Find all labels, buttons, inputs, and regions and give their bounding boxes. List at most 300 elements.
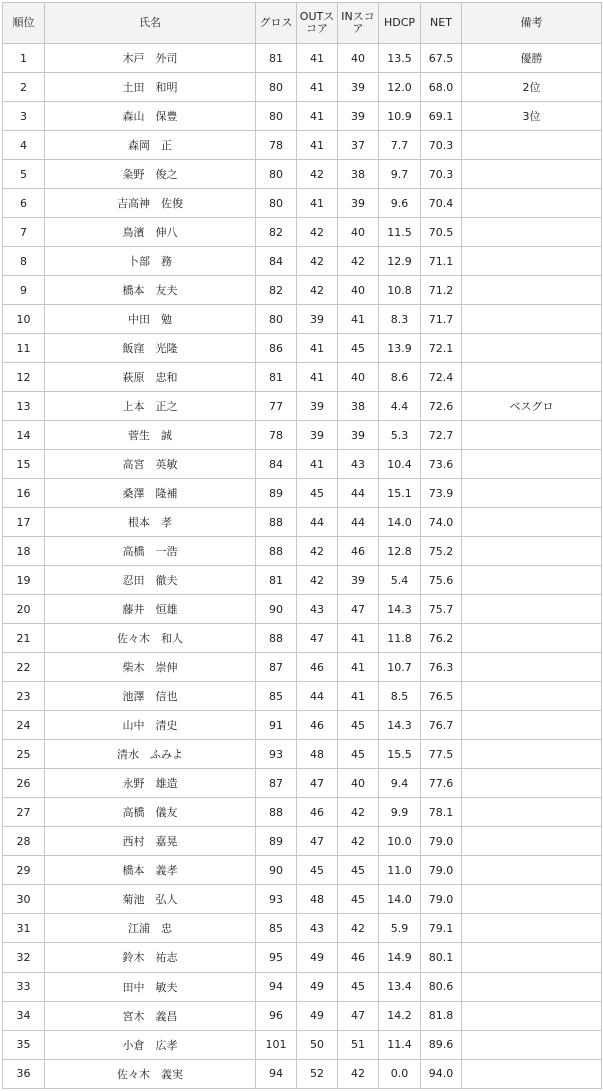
hdcp-cell: 10.4 <box>379 450 421 479</box>
note-cell <box>462 595 602 624</box>
rank-cell: 17 <box>3 508 45 537</box>
hdcp-cell: 14.3 <box>379 595 421 624</box>
name-cell: 宮木 義昌 <box>45 1001 256 1030</box>
hdcp-cell: 5.4 <box>379 566 421 595</box>
rank-cell: 34 <box>3 1001 45 1030</box>
table-row <box>3 189 602 218</box>
name-cell: 飯窪 光隆 <box>45 334 256 363</box>
out-score-cell: 48 <box>297 885 338 914</box>
gross-cell: 95 <box>256 943 297 972</box>
hdcp-cell: 12.8 <box>379 537 421 566</box>
note-cell <box>462 624 602 653</box>
results-body <box>3 44 602 1089</box>
rank-cell: 13 <box>3 392 45 421</box>
out-score-cell: 39 <box>297 421 338 450</box>
note-cell <box>462 160 602 189</box>
net-cell: 71.1 <box>421 247 462 276</box>
gross-cell: 85 <box>256 682 297 711</box>
in-score-cell: 38 <box>338 160 379 189</box>
in-score-cell: 45 <box>338 740 379 769</box>
note-cell <box>462 972 602 1001</box>
name-cell: 吉高神 佐俊 <box>45 189 256 218</box>
table-row <box>3 624 602 653</box>
rank-cell: 35 <box>3 1030 45 1059</box>
out-score-cell: 41 <box>297 189 338 218</box>
hdcp-cell: 9.4 <box>379 769 421 798</box>
rank-cell: 5 <box>3 160 45 189</box>
net-cell: 94.0 <box>421 1059 462 1088</box>
rank-cell: 12 <box>3 363 45 392</box>
hdcp-cell: 9.7 <box>379 160 421 189</box>
gross-cell: 93 <box>256 885 297 914</box>
note-cell <box>462 653 602 682</box>
in-score-cell: 39 <box>338 566 379 595</box>
hdcp-cell: 11.8 <box>379 624 421 653</box>
out-score-cell: 48 <box>297 740 338 769</box>
net-cell: 77.5 <box>421 740 462 769</box>
note-cell: 2位 <box>462 73 602 102</box>
table-row <box>3 972 602 1001</box>
gross-cell: 82 <box>256 276 297 305</box>
note-cell <box>462 537 602 566</box>
table-row <box>3 740 602 769</box>
gross-cell: 82 <box>256 218 297 247</box>
gross-cell: 81 <box>256 44 297 73</box>
in-score-cell: 38 <box>338 392 379 421</box>
out-score-cell: 41 <box>297 102 338 131</box>
name-cell: 桑澤 隆補 <box>45 479 256 508</box>
note-cell <box>462 914 602 943</box>
rank-cell: 25 <box>3 740 45 769</box>
name-cell: 土田 和明 <box>45 73 256 102</box>
in-score-cell: 46 <box>338 537 379 566</box>
hdcp-cell: 14.3 <box>379 711 421 740</box>
in-score-cell: 39 <box>338 73 379 102</box>
out-score-cell: 44 <box>297 682 338 711</box>
table-row <box>3 653 602 682</box>
net-cell: 79.0 <box>421 827 462 856</box>
name-cell: 高橋 儀友 <box>45 798 256 827</box>
note-cell <box>462 421 602 450</box>
note-cell <box>462 305 602 334</box>
in-score-cell: 37 <box>338 131 379 160</box>
note-cell: 3位 <box>462 102 602 131</box>
rank-cell: 29 <box>3 856 45 885</box>
net-cell: 73.9 <box>421 479 462 508</box>
name-cell: 粂野 俊之 <box>45 160 256 189</box>
net-cell: 72.6 <box>421 392 462 421</box>
table-row <box>3 1030 602 1059</box>
note-cell <box>462 711 602 740</box>
table-row <box>3 131 602 160</box>
table-row <box>3 537 602 566</box>
note-cell <box>462 334 602 363</box>
note-cell <box>462 450 602 479</box>
rank-cell: 23 <box>3 682 45 711</box>
rank-cell: 7 <box>3 218 45 247</box>
in-score-cell: 41 <box>338 305 379 334</box>
table-row <box>3 102 602 131</box>
in-score-cell: 45 <box>338 972 379 1001</box>
in-score-cell: 45 <box>338 856 379 885</box>
note-cell <box>462 479 602 508</box>
in-score-cell: 41 <box>338 624 379 653</box>
hdcp-cell: 15.1 <box>379 479 421 508</box>
note-cell <box>462 276 602 305</box>
net-cell: 80.6 <box>421 972 462 1001</box>
name-cell: 清水 ふみよ <box>45 740 256 769</box>
gross-cell: 94 <box>256 972 297 1001</box>
name-cell: 佐々木 和人 <box>45 624 256 653</box>
out-score-cell: 49 <box>297 943 338 972</box>
hdcp-cell: 14.9 <box>379 943 421 972</box>
table-row <box>3 682 602 711</box>
results-table <box>2 2 602 1089</box>
hdcp-cell: 4.4 <box>379 392 421 421</box>
name-cell: 橋本 友夫 <box>45 276 256 305</box>
gross-cell: 88 <box>256 624 297 653</box>
header-rank: 順位 <box>3 3 45 44</box>
name-cell: 藤井 恒雄 <box>45 595 256 624</box>
table-row <box>3 595 602 624</box>
gross-cell: 94 <box>256 1059 297 1088</box>
in-score-cell: 47 <box>338 595 379 624</box>
out-score-cell: 47 <box>297 624 338 653</box>
net-cell: 76.5 <box>421 682 462 711</box>
out-score-cell: 47 <box>297 769 338 798</box>
gross-cell: 80 <box>256 102 297 131</box>
table-row <box>3 247 602 276</box>
rank-cell: 1 <box>3 44 45 73</box>
hdcp-cell: 10.8 <box>379 276 421 305</box>
net-cell: 79.0 <box>421 856 462 885</box>
note-cell <box>462 566 602 595</box>
gross-cell: 89 <box>256 479 297 508</box>
note-cell <box>462 189 602 218</box>
out-score-cell: 39 <box>297 305 338 334</box>
gross-cell: 81 <box>256 363 297 392</box>
name-cell: 佐々木 義実 <box>45 1059 256 1088</box>
in-score-cell: 43 <box>338 450 379 479</box>
net-cell: 81.8 <box>421 1001 462 1030</box>
note-cell <box>462 798 602 827</box>
in-score-cell: 44 <box>338 479 379 508</box>
hdcp-cell: 13.5 <box>379 44 421 73</box>
name-cell: 卜部 務 <box>45 247 256 276</box>
table-row <box>3 276 602 305</box>
note-cell <box>462 740 602 769</box>
rank-cell: 2 <box>3 73 45 102</box>
table-row <box>3 856 602 885</box>
note-cell: ベスグロ <box>462 392 602 421</box>
name-cell: 上本 正之 <box>45 392 256 421</box>
net-cell: 74.0 <box>421 508 462 537</box>
out-score-cell: 49 <box>297 972 338 1001</box>
note-cell <box>462 508 602 537</box>
hdcp-cell: 13.4 <box>379 972 421 1001</box>
net-cell: 72.1 <box>421 334 462 363</box>
in-score-cell: 45 <box>338 334 379 363</box>
rank-cell: 28 <box>3 827 45 856</box>
rank-cell: 14 <box>3 421 45 450</box>
gross-cell: 84 <box>256 247 297 276</box>
hdcp-cell: 9.6 <box>379 189 421 218</box>
name-cell: 田中 敏夫 <box>45 972 256 1001</box>
table-row <box>3 827 602 856</box>
in-score-cell: 44 <box>338 508 379 537</box>
out-score-cell: 39 <box>297 392 338 421</box>
gross-cell: 88 <box>256 798 297 827</box>
name-cell: 中田 勉 <box>45 305 256 334</box>
gross-cell: 78 <box>256 131 297 160</box>
header-net: NET <box>421 3 462 44</box>
gross-cell: 78 <box>256 421 297 450</box>
out-score-cell: 46 <box>297 653 338 682</box>
hdcp-cell: 11.0 <box>379 856 421 885</box>
gross-cell: 80 <box>256 189 297 218</box>
net-cell: 72.4 <box>421 363 462 392</box>
header-out-score: OUTスコア <box>297 3 338 44</box>
table-row <box>3 450 602 479</box>
name-cell: 鈴木 祐志 <box>45 943 256 972</box>
hdcp-cell: 15.5 <box>379 740 421 769</box>
in-score-cell: 40 <box>338 218 379 247</box>
name-cell: 池澤 信也 <box>45 682 256 711</box>
hdcp-cell: 11.5 <box>379 218 421 247</box>
out-score-cell: 41 <box>297 44 338 73</box>
table-row <box>3 711 602 740</box>
out-score-cell: 47 <box>297 827 338 856</box>
hdcp-cell: 13.9 <box>379 334 421 363</box>
rank-cell: 26 <box>3 769 45 798</box>
table-row <box>3 1059 602 1088</box>
table-row <box>3 479 602 508</box>
net-cell: 71.7 <box>421 305 462 334</box>
gross-cell: 86 <box>256 334 297 363</box>
gross-cell: 93 <box>256 740 297 769</box>
table-row <box>3 44 602 73</box>
out-score-cell: 45 <box>297 856 338 885</box>
note-cell <box>462 943 602 972</box>
net-cell: 75.2 <box>421 537 462 566</box>
note-cell <box>462 885 602 914</box>
rank-cell: 31 <box>3 914 45 943</box>
out-score-cell: 46 <box>297 798 338 827</box>
hdcp-cell: 11.4 <box>379 1030 421 1059</box>
in-score-cell: 42 <box>338 247 379 276</box>
name-cell: 橋本 義孝 <box>45 856 256 885</box>
rank-cell: 9 <box>3 276 45 305</box>
table-row <box>3 218 602 247</box>
out-score-cell: 41 <box>297 450 338 479</box>
name-cell: 菅生 誠 <box>45 421 256 450</box>
in-score-cell: 39 <box>338 421 379 450</box>
name-cell: 根本 孝 <box>45 508 256 537</box>
rank-cell: 21 <box>3 624 45 653</box>
gross-cell: 87 <box>256 653 297 682</box>
out-score-cell: 41 <box>297 334 338 363</box>
out-score-cell: 41 <box>297 73 338 102</box>
hdcp-cell: 0.0 <box>379 1059 421 1088</box>
gross-cell: 96 <box>256 1001 297 1030</box>
hdcp-cell: 7.7 <box>379 131 421 160</box>
in-score-cell: 46 <box>338 943 379 972</box>
hdcp-cell: 5.9 <box>379 914 421 943</box>
header-hdcp: HDCP <box>379 3 421 44</box>
hdcp-cell: 8.3 <box>379 305 421 334</box>
out-score-cell: 42 <box>297 247 338 276</box>
out-score-cell: 42 <box>297 566 338 595</box>
net-cell: 75.6 <box>421 566 462 595</box>
in-score-cell: 41 <box>338 682 379 711</box>
gross-cell: 80 <box>256 305 297 334</box>
in-score-cell: 40 <box>338 44 379 73</box>
rank-cell: 20 <box>3 595 45 624</box>
table-row <box>3 508 602 537</box>
table-row <box>3 943 602 972</box>
gross-cell: 88 <box>256 508 297 537</box>
out-score-cell: 42 <box>297 218 338 247</box>
net-cell: 68.0 <box>421 73 462 102</box>
rank-cell: 33 <box>3 972 45 1001</box>
in-score-cell: 42 <box>338 1059 379 1088</box>
net-cell: 89.6 <box>421 1030 462 1059</box>
net-cell: 79.0 <box>421 885 462 914</box>
gross-cell: 90 <box>256 856 297 885</box>
header-gross: グロス <box>256 3 297 44</box>
hdcp-cell: 9.9 <box>379 798 421 827</box>
table-row <box>3 914 602 943</box>
name-cell: 小倉 広孝 <box>45 1030 256 1059</box>
hdcp-cell: 12.9 <box>379 247 421 276</box>
net-cell: 70.5 <box>421 218 462 247</box>
net-cell: 70.3 <box>421 160 462 189</box>
in-score-cell: 42 <box>338 827 379 856</box>
net-cell: 79.1 <box>421 914 462 943</box>
net-cell: 71.2 <box>421 276 462 305</box>
net-cell: 80.1 <box>421 943 462 972</box>
note-cell <box>462 769 602 798</box>
rank-cell: 22 <box>3 653 45 682</box>
net-cell: 72.7 <box>421 421 462 450</box>
note-cell <box>462 131 602 160</box>
name-cell: 萩原 忠和 <box>45 363 256 392</box>
rank-cell: 30 <box>3 885 45 914</box>
gross-cell: 85 <box>256 914 297 943</box>
note-cell <box>462 1030 602 1059</box>
net-cell: 76.2 <box>421 624 462 653</box>
name-cell: 永野 雄造 <box>45 769 256 798</box>
gross-cell: 91 <box>256 711 297 740</box>
in-score-cell: 42 <box>338 914 379 943</box>
name-cell: 高橋 一浩 <box>45 537 256 566</box>
note-cell <box>462 218 602 247</box>
table-row <box>3 160 602 189</box>
rank-cell: 3 <box>3 102 45 131</box>
net-cell: 67.5 <box>421 44 462 73</box>
hdcp-cell: 14.2 <box>379 1001 421 1030</box>
hdcp-cell: 5.3 <box>379 421 421 450</box>
rank-cell: 8 <box>3 247 45 276</box>
note-cell <box>462 247 602 276</box>
in-score-cell: 41 <box>338 653 379 682</box>
net-cell: 70.3 <box>421 131 462 160</box>
net-cell: 78.1 <box>421 798 462 827</box>
out-score-cell: 42 <box>297 276 338 305</box>
table-row <box>3 421 602 450</box>
header-in-score: INスコア <box>338 3 379 44</box>
rank-cell: 15 <box>3 450 45 479</box>
in-score-cell: 40 <box>338 276 379 305</box>
table-row <box>3 305 602 334</box>
rank-cell: 16 <box>3 479 45 508</box>
name-cell: 江浦 忠 <box>45 914 256 943</box>
rank-cell: 10 <box>3 305 45 334</box>
header-note: 備考 <box>462 3 602 44</box>
net-cell: 76.7 <box>421 711 462 740</box>
in-score-cell: 45 <box>338 711 379 740</box>
name-cell: 菊池 弘人 <box>45 885 256 914</box>
name-cell: 鳥濱 伸八 <box>45 218 256 247</box>
net-cell: 75.7 <box>421 595 462 624</box>
table-row <box>3 566 602 595</box>
rank-cell: 18 <box>3 537 45 566</box>
in-score-cell: 51 <box>338 1030 379 1059</box>
rank-cell: 24 <box>3 711 45 740</box>
rank-cell: 6 <box>3 189 45 218</box>
table-row <box>3 73 602 102</box>
hdcp-cell: 10.0 <box>379 827 421 856</box>
gross-cell: 90 <box>256 595 297 624</box>
note-cell: 優勝 <box>462 44 602 73</box>
note-cell <box>462 682 602 711</box>
in-score-cell: 45 <box>338 885 379 914</box>
rank-cell: 19 <box>3 566 45 595</box>
out-score-cell: 41 <box>297 363 338 392</box>
gross-cell: 81 <box>256 566 297 595</box>
hdcp-cell: 14.0 <box>379 885 421 914</box>
in-score-cell: 39 <box>338 189 379 218</box>
gross-cell: 87 <box>256 769 297 798</box>
out-score-cell: 44 <box>297 508 338 537</box>
rank-cell: 27 <box>3 798 45 827</box>
hdcp-cell: 10.7 <box>379 653 421 682</box>
note-cell <box>462 1001 602 1030</box>
name-cell: 森岡 正 <box>45 131 256 160</box>
out-score-cell: 42 <box>297 160 338 189</box>
name-cell: 木戸 外司 <box>45 44 256 73</box>
note-cell <box>462 856 602 885</box>
out-score-cell: 42 <box>297 537 338 566</box>
rank-cell: 32 <box>3 943 45 972</box>
table-row <box>3 334 602 363</box>
name-cell: 西村 嘉晃 <box>45 827 256 856</box>
in-score-cell: 40 <box>338 363 379 392</box>
name-cell: 高宮 英敏 <box>45 450 256 479</box>
out-score-cell: 41 <box>297 131 338 160</box>
net-cell: 69.1 <box>421 102 462 131</box>
hdcp-cell: 12.0 <box>379 73 421 102</box>
gross-cell: 89 <box>256 827 297 856</box>
out-score-cell: 45 <box>297 479 338 508</box>
table-row <box>3 769 602 798</box>
in-score-cell: 40 <box>338 769 379 798</box>
out-score-cell: 49 <box>297 1001 338 1030</box>
gross-cell: 77 <box>256 392 297 421</box>
table-row <box>3 1001 602 1030</box>
in-score-cell: 47 <box>338 1001 379 1030</box>
rank-cell: 36 <box>3 1059 45 1088</box>
